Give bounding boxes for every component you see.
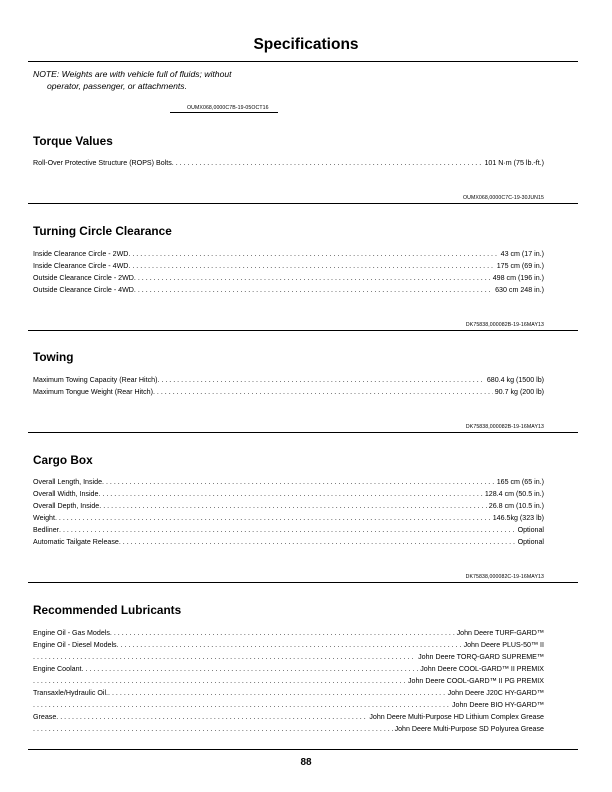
spec-value: John Deere COOL-GARD™ II PG PREMIX [407, 677, 544, 685]
spec-value: 128.4 cm (50.5 in.) [484, 490, 544, 498]
section-document-code: DK75838,000082C-19-16MAY13 [465, 574, 544, 580]
spec-value: John Deere Multi-Purpose SD Polyurea Grease [394, 725, 544, 733]
title-divider [28, 61, 578, 62]
spec-label: Overall Width, Inside [33, 490, 99, 498]
dot-leader [98, 488, 482, 500]
section-document-code: DK75838,000082B-19-16MAY13 [465, 424, 544, 430]
spec-label: Engine Oil - Gas Models [33, 629, 110, 637]
dot-leader [102, 476, 495, 488]
spec-value: John Deere J20C HY-GARD™ [447, 689, 544, 697]
spec-label: Bedliner [33, 526, 60, 534]
spec-row [33, 675, 544, 687]
section-heading-towing: Towing [33, 350, 74, 364]
spec-row [33, 284, 544, 296]
spec-value: John Deere TORQ-GARD SUPREME™ [418, 653, 544, 661]
section-divider [28, 582, 578, 583]
spec-row [33, 386, 544, 398]
section-divider [28, 330, 578, 331]
spec-value: John Deere PLUS-50™ II [463, 641, 544, 649]
spec-row [33, 687, 544, 699]
note-line-2: operator, passenger, or attachments. [47, 81, 187, 91]
spec-value: 680.4 kg (1500 lb) [486, 376, 544, 384]
spec-label: Weight [33, 514, 55, 522]
spec-row [33, 374, 544, 386]
dot-leader [134, 272, 491, 284]
dot-leader [134, 284, 493, 296]
dot-leader [128, 248, 498, 260]
dot-leader [33, 675, 406, 687]
spec-row [33, 260, 544, 272]
dot-leader [82, 663, 419, 675]
spec-value: 175 cm (69 in.) [496, 262, 544, 270]
spec-label: Maximum Towing Capacity (Rear Hitch) [33, 376, 158, 384]
spec-row [33, 500, 544, 512]
note-line-1: NOTE: Weights are with vehicle full of fluids; without [33, 69, 232, 79]
spec-label: Overall Length, Inside [33, 478, 103, 486]
spec-value: Optional [517, 538, 544, 546]
spec-row [33, 157, 544, 169]
section-heading-recommended-lubricants: Recommended Lubricants [33, 603, 182, 617]
spec-value: John Deere COOL-GARD™ II PREMIX [420, 665, 544, 673]
spec-label: Outside Clearance Circle - 2WD [33, 274, 134, 282]
spec-value: 90.7 kg (200 lb) [494, 388, 544, 396]
spec-label: Outside Clearance Circle - 4WD [33, 286, 134, 294]
spec-row [33, 639, 544, 651]
spec-row [33, 651, 544, 663]
dot-leader [153, 386, 493, 398]
page-title: Specifications [253, 36, 359, 53]
spec-value: John Deere TURF-GARD™ [456, 629, 544, 637]
spec-value: 630 cm 248 in.) [495, 286, 544, 294]
dot-leader [59, 524, 516, 536]
spec-row [33, 272, 544, 284]
note-divider [170, 112, 278, 113]
spec-row [33, 699, 544, 711]
section-heading-turning-circle-clearance: Turning Circle Clearance [33, 224, 172, 238]
spec-label: Transaxle/Hydraulic Oil. [33, 689, 109, 697]
page-number: 88 [300, 757, 312, 768]
section-divider [28, 203, 578, 204]
spec-row [33, 524, 544, 536]
spec-value: Optional [517, 526, 544, 534]
spec-label: Overall Depth, Inside [33, 502, 100, 510]
section-heading-cargo-box: Cargo Box [33, 453, 93, 467]
footer-divider [28, 749, 578, 750]
dot-leader [128, 260, 494, 272]
note-document-code: OUMX068,0000C7B-19-05OCT16 [187, 105, 269, 111]
spec-label: Engine Coolant [33, 665, 82, 673]
section-heading-torque-values: Torque Values [33, 134, 113, 148]
weights-note [33, 68, 313, 92]
spec-row [33, 536, 544, 548]
spec-value: 146.5kg (323 lb) [492, 514, 544, 522]
spec-label: Automatic Tailgate Release [33, 538, 119, 546]
spec-row [33, 723, 544, 735]
spec-value: 43 cm (17 in.) [500, 250, 544, 258]
spec-label: Maximum Tongue Weight (Rear Hitch) [33, 388, 153, 396]
section-divider [28, 432, 578, 433]
spec-value: John Deere Multi-Purpose HD Lithium Complex Grease [369, 713, 544, 721]
dot-leader [119, 536, 516, 548]
dot-leader [56, 711, 367, 723]
dot-leader [157, 374, 484, 386]
spec-row [33, 488, 544, 500]
spec-value: 498 cm (196 in.) [492, 274, 544, 282]
spec-row [33, 627, 544, 639]
lubricants-list [33, 627, 544, 735]
spec-label: Inside Clearance Circle - 2WD [33, 250, 129, 258]
dot-leader [33, 651, 416, 663]
spec-row [33, 476, 544, 488]
spec-value: John Deere BIO HY-GARD™ [452, 701, 544, 709]
cargo-box-list [33, 476, 544, 548]
spec-row [33, 711, 544, 723]
spec-label: Inside Clearance Circle - 4WD [33, 262, 129, 270]
spec-value: 165 cm (65 in.) [496, 478, 544, 486]
dot-leader [55, 512, 491, 524]
spec-row [33, 512, 544, 524]
dot-leader [99, 500, 487, 512]
dot-leader [117, 639, 462, 651]
section-document-code: OUMX068,0000C7C-19-30JUN15 [462, 195, 544, 201]
dot-leader [110, 627, 455, 639]
dot-leader [33, 699, 450, 711]
spec-label: Grease [33, 713, 57, 721]
towing-list [33, 374, 544, 398]
dot-leader [108, 687, 446, 699]
spec-label: Roll-Over Protective Structure (ROPS) Bolts [33, 159, 172, 167]
spec-label: Engine Oil - Diesel Models [33, 641, 117, 649]
turning-circle-list [33, 248, 544, 296]
dot-leader [172, 157, 483, 169]
section-document-code: DK75838,000082B-19-16MAY13 [465, 322, 544, 328]
torque-values-list [33, 157, 544, 169]
spec-value: 101 N·m (75 lb.-ft.) [484, 159, 544, 167]
spec-row [33, 663, 544, 675]
spec-row [33, 248, 544, 260]
dot-leader [33, 723, 393, 735]
spec-value: 26.8 cm (10.5 in.) [488, 502, 544, 510]
